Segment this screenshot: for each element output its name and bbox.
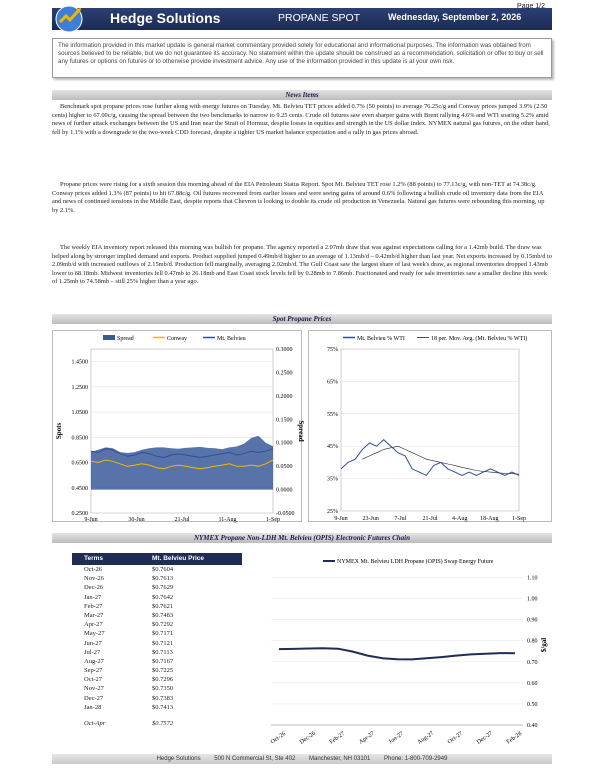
term-cell: Dec-27 bbox=[84, 694, 104, 702]
price-cell: $0.7413 bbox=[152, 703, 174, 711]
legend-label-spread: Spread bbox=[117, 336, 134, 342]
y-axis-label: Spots bbox=[55, 422, 63, 440]
price-cell: $0.7296 bbox=[152, 676, 174, 684]
legend-label-wti: Mt. Belvieu % WTI bbox=[357, 336, 405, 342]
price-cell: $0.7167 bbox=[152, 657, 174, 665]
document-title: PROPANE SPOT bbox=[278, 12, 361, 24]
y-tick-label: 55% bbox=[327, 411, 338, 418]
footer-company: Hedge Solutions bbox=[156, 756, 201, 762]
x-tick-label: 30-Jun bbox=[128, 517, 145, 523]
table-row bbox=[72, 565, 242, 574]
footer-bar bbox=[52, 754, 552, 764]
y-axis-label: $/gal bbox=[540, 637, 548, 653]
term-cell: Jun-27 bbox=[84, 639, 102, 647]
x-tick-label: 4-Aug bbox=[451, 516, 468, 522]
futures-curve bbox=[279, 648, 515, 659]
table-average-row bbox=[72, 719, 242, 728]
footer-phone: Phone: 1-800-709-2949 bbox=[384, 756, 448, 762]
term-cell: Sep-27 bbox=[84, 667, 103, 675]
y-tick-label: 0.50 bbox=[527, 701, 538, 708]
table-row bbox=[72, 703, 242, 712]
x-tick-label: Jun-27 bbox=[388, 731, 405, 746]
table-row bbox=[72, 611, 242, 620]
x-tick-label: 7-Jul bbox=[394, 516, 407, 522]
price-cell: $0.7292 bbox=[152, 621, 174, 629]
y2-tick-label: 0.2000 bbox=[276, 393, 293, 400]
y2-tick-label: 0.1000 bbox=[276, 440, 293, 447]
x-tick-label: Apr-27 bbox=[358, 730, 376, 746]
x-tick-label: Feb-27 bbox=[328, 730, 347, 746]
x-tick-label: 9-Jun bbox=[84, 517, 98, 523]
term-cell: Nov-27 bbox=[84, 685, 104, 693]
y-tick-label: 1.2500 bbox=[71, 384, 88, 391]
table-row bbox=[72, 694, 242, 703]
legend-swatch-spread bbox=[103, 335, 115, 340]
price-cell: $0.7613 bbox=[152, 575, 174, 583]
footer-city: Manchester, NH 03101 bbox=[308, 756, 371, 762]
table-row bbox=[72, 629, 242, 638]
x-tick-label: 21-Jul bbox=[174, 517, 190, 523]
y-tick-label: 0.60 bbox=[527, 680, 538, 687]
y-tick-label: 25% bbox=[327, 509, 338, 515]
x-tick-label: 23-Jun bbox=[362, 516, 379, 522]
y2-axis-label: Spread bbox=[297, 420, 305, 442]
y-tick-label: 0.80 bbox=[527, 638, 538, 645]
x-tick-label: 9-Jun bbox=[334, 516, 348, 522]
y2-tick-label: 0.0000 bbox=[276, 487, 293, 494]
x-tick-label: Oct-27 bbox=[446, 730, 464, 746]
y-tick-label: 0.90 bbox=[527, 617, 538, 624]
y-tick-label: 0.70 bbox=[527, 659, 538, 666]
table-row bbox=[72, 666, 242, 675]
globe-logo-icon bbox=[54, 4, 84, 34]
price-cell: $0.7642 bbox=[152, 593, 174, 601]
table-body bbox=[72, 565, 242, 712]
x-tick-label: 11-Aug bbox=[218, 517, 237, 523]
price-cell: $0.7604 bbox=[152, 566, 174, 573]
term-cell: Jul-27 bbox=[84, 648, 101, 656]
spot-price-chart bbox=[52, 330, 305, 523]
y2-tick-label: 0.3000 bbox=[276, 347, 293, 353]
table-row bbox=[72, 602, 242, 611]
x-tick-label: Aug-27 bbox=[416, 730, 436, 746]
price-cell: $0.7225 bbox=[152, 667, 174, 675]
futures-section-title: NYMEX Propane Non-LDH Mt. Belvieu (OPIS) Electronic Futures Chain bbox=[52, 533, 552, 543]
legend-label-futures: NYMEX Mt. Belvieu LDH Propane (OPIS) Swap Energy Future bbox=[337, 559, 494, 565]
header-price: Mt. Belvieu Price bbox=[152, 555, 205, 562]
y-tick-label: 35% bbox=[327, 476, 338, 483]
term-cell: Jan-27 bbox=[84, 593, 102, 601]
plot-area bbox=[341, 349, 519, 511]
footer-address: 500 N Commercial St, Ste 402 bbox=[214, 756, 296, 762]
term-cell: Apr-27 bbox=[84, 621, 103, 629]
table-row bbox=[72, 657, 242, 666]
price-cell: $0.7629 bbox=[152, 584, 174, 592]
average-label: Oct-Apr bbox=[84, 720, 106, 727]
table-row bbox=[72, 684, 242, 693]
table-row bbox=[72, 639, 242, 648]
futures-chain-chart bbox=[265, 553, 552, 748]
price-cell: $0.7121 bbox=[152, 639, 174, 647]
x-tick-label: 1-Sep bbox=[266, 517, 280, 523]
table-row bbox=[72, 583, 242, 592]
wti-ratio-chart bbox=[308, 330, 552, 522]
average-value: $0.7572 bbox=[152, 720, 174, 727]
table-row bbox=[72, 593, 242, 602]
term-cell: Mar-27 bbox=[84, 611, 104, 619]
y-tick-label: 1.10 bbox=[527, 575, 538, 582]
y-tick-label: 75% bbox=[327, 347, 338, 353]
price-cell: $0.7171 bbox=[152, 630, 174, 638]
y-tick-label: 65% bbox=[327, 379, 338, 386]
x-tick-label: 18-Aug bbox=[480, 516, 499, 522]
legend-label-belvieu: Mt. Belvieu bbox=[217, 336, 246, 342]
x-tick-label: Dec-26 bbox=[298, 730, 317, 746]
spot-section-title: Spot Propane Prices bbox=[52, 314, 552, 324]
y2-tick-label: 0.1500 bbox=[276, 417, 293, 424]
term-cell: Aug-27 bbox=[84, 657, 104, 665]
page-number: Page 1/2 bbox=[517, 3, 546, 10]
price-cell: $0.7350 bbox=[152, 685, 174, 693]
brand-name: Hedge Solutions bbox=[110, 10, 221, 26]
table-row bbox=[72, 675, 242, 684]
news-paragraph-3: The weekly EIA inventory report released this morning was bullish for propane. The agency reported a 2.07mb draw that was against expectations calling for a 1.42mb build. The draw was helped along by stronger implied demand and exports. Product supplied jumped 0.49mb/d higher to an average of 1.13mb/d – 0.42mb/d higher than last year. Net exports increased by 0.15mb/d to 2.09mb/d with increased outflows of 2.15mb/d. Production fell marginally, averaging 2.92mb/d. The Gulf Coast saw the largest share of last week's draw, as regional inventories dropped 1.43mb lower to 68.18mb. Midwest inventories fell 0.47mb to 26.18mb and East Coast stock levels fell by 0.28mb to 7.86mb. Fractionated and ready for sale inventories saw a smaller decline this week of 1.25mb to 74.58mb – still 25% higher than a year ago. bbox=[52, 244, 552, 286]
disclaimer-box: The information provided in this market update is general market commentary provided solely for educational and informational purposes. The information was obtained from sources believed to be reliable, but we do not guarantee its accuracy. No statement within the update should be construed as a recommendation, solicitation or offer to buy or sell any futures or options on futures or to otherwise provide investment advice. Any use of the information provided in this update is at your own risk. bbox=[52, 38, 552, 78]
legend-label-mavg: 18 per. Mov. Avg. (Mt. Belvieu % WTI) bbox=[431, 336, 528, 342]
legend-label-conway: Conway bbox=[167, 336, 187, 342]
y2-tick-label: 0.2500 bbox=[276, 370, 293, 377]
y-tick-label: 1.0500 bbox=[71, 410, 88, 417]
x-tick-label: Oct-26 bbox=[269, 730, 287, 746]
futures-table bbox=[72, 553, 242, 728]
term-cell: Nov-26 bbox=[84, 575, 104, 583]
table-row bbox=[72, 574, 242, 583]
header-terms: Terms bbox=[84, 555, 104, 562]
term-cell: Jan-28 bbox=[84, 703, 102, 711]
price-cell: $0.7383 bbox=[152, 694, 174, 702]
y2-tick-label: -0.0500 bbox=[276, 511, 295, 517]
table-header bbox=[72, 553, 242, 565]
y-tick-label: 1.4500 bbox=[71, 359, 88, 366]
table-row bbox=[72, 648, 242, 657]
news-section-title: News Items bbox=[52, 90, 552, 100]
term-cell: May-27 bbox=[84, 630, 105, 638]
term-cell: Dec-26 bbox=[84, 584, 104, 592]
news-paragraph-1: Benchmark spot propane prices rose further along with energy futures on Tuesday. Mt. Belvieu TET prices added 0.7% (50 points) to average 76.25c/g and Conway prices jumped 3.9% (2.50 cents) higher to 67.00c/g, causing the spread between the two benchmarks to narrow to 9.25 cents. Crude oil futures saw even sharper gains with Brent rallying 4.6% and WTI soaring 5.2% amid news of further attack exchanges between the US and Iran near the Strait of Hormuz, despite losses in equities and strength in the US dollar index. NYMEX natural gas futures, on the other hand, fell by 1.1% with a downgrade to the two-week CDD forecast, despite a tighter US market balance expectation and a rally in gas prices abroad. bbox=[52, 103, 550, 136]
x-tick-label: 1-Sep bbox=[512, 516, 526, 522]
price-cell: $0.7113 bbox=[152, 648, 173, 656]
y-tick-label: 0.2500 bbox=[71, 511, 88, 517]
y-tick-label: 0.6500 bbox=[71, 460, 88, 467]
y-tick-label: 45% bbox=[327, 444, 338, 451]
price-cell: $0.7483 bbox=[152, 611, 174, 619]
y-tick-label: 1.00 bbox=[527, 596, 538, 603]
x-tick-label: Feb-28 bbox=[505, 730, 524, 746]
term-cell: Oct-27 bbox=[84, 676, 103, 684]
term-cell: Oct-26 bbox=[84, 566, 103, 573]
y-tick-label: 0.4500 bbox=[71, 485, 88, 492]
price-cell: $0.7621 bbox=[152, 602, 174, 610]
table-row bbox=[72, 620, 242, 629]
x-tick-label: 21-Jul bbox=[422, 516, 438, 522]
term-cell: Feb-27 bbox=[84, 602, 103, 610]
document-date: Wednesday, September 2, 2026 bbox=[388, 12, 522, 22]
y-tick-label: 0.40 bbox=[527, 723, 538, 729]
x-tick-label: Dec-27 bbox=[475, 730, 494, 746]
y2-tick-label: 0.0500 bbox=[276, 464, 293, 471]
news-paragraph-2: Propane prices were rising for a sixth session this morning ahead of the EIA Petroleum Status Report. Spot Mt. Belvieu TET rose 1.2% (88 points) to 77.13c/g, with non-TET at 74.38c/g. Conway prices added 1.3% (87 points) to hit 67.88c/g. Oil futures recovered from earlier losses and were seeing gains of around 0.6% following a bullish crude oil inventory data from the EIA and news of continued tensions in the Middle East, despite reports that Chevron is looking to double its crude oil production in Venezuela. Natural gas futures were rebounding this morning, up by 2.1%. bbox=[52, 181, 545, 214]
y-tick-label: 0.8500 bbox=[71, 435, 88, 442]
